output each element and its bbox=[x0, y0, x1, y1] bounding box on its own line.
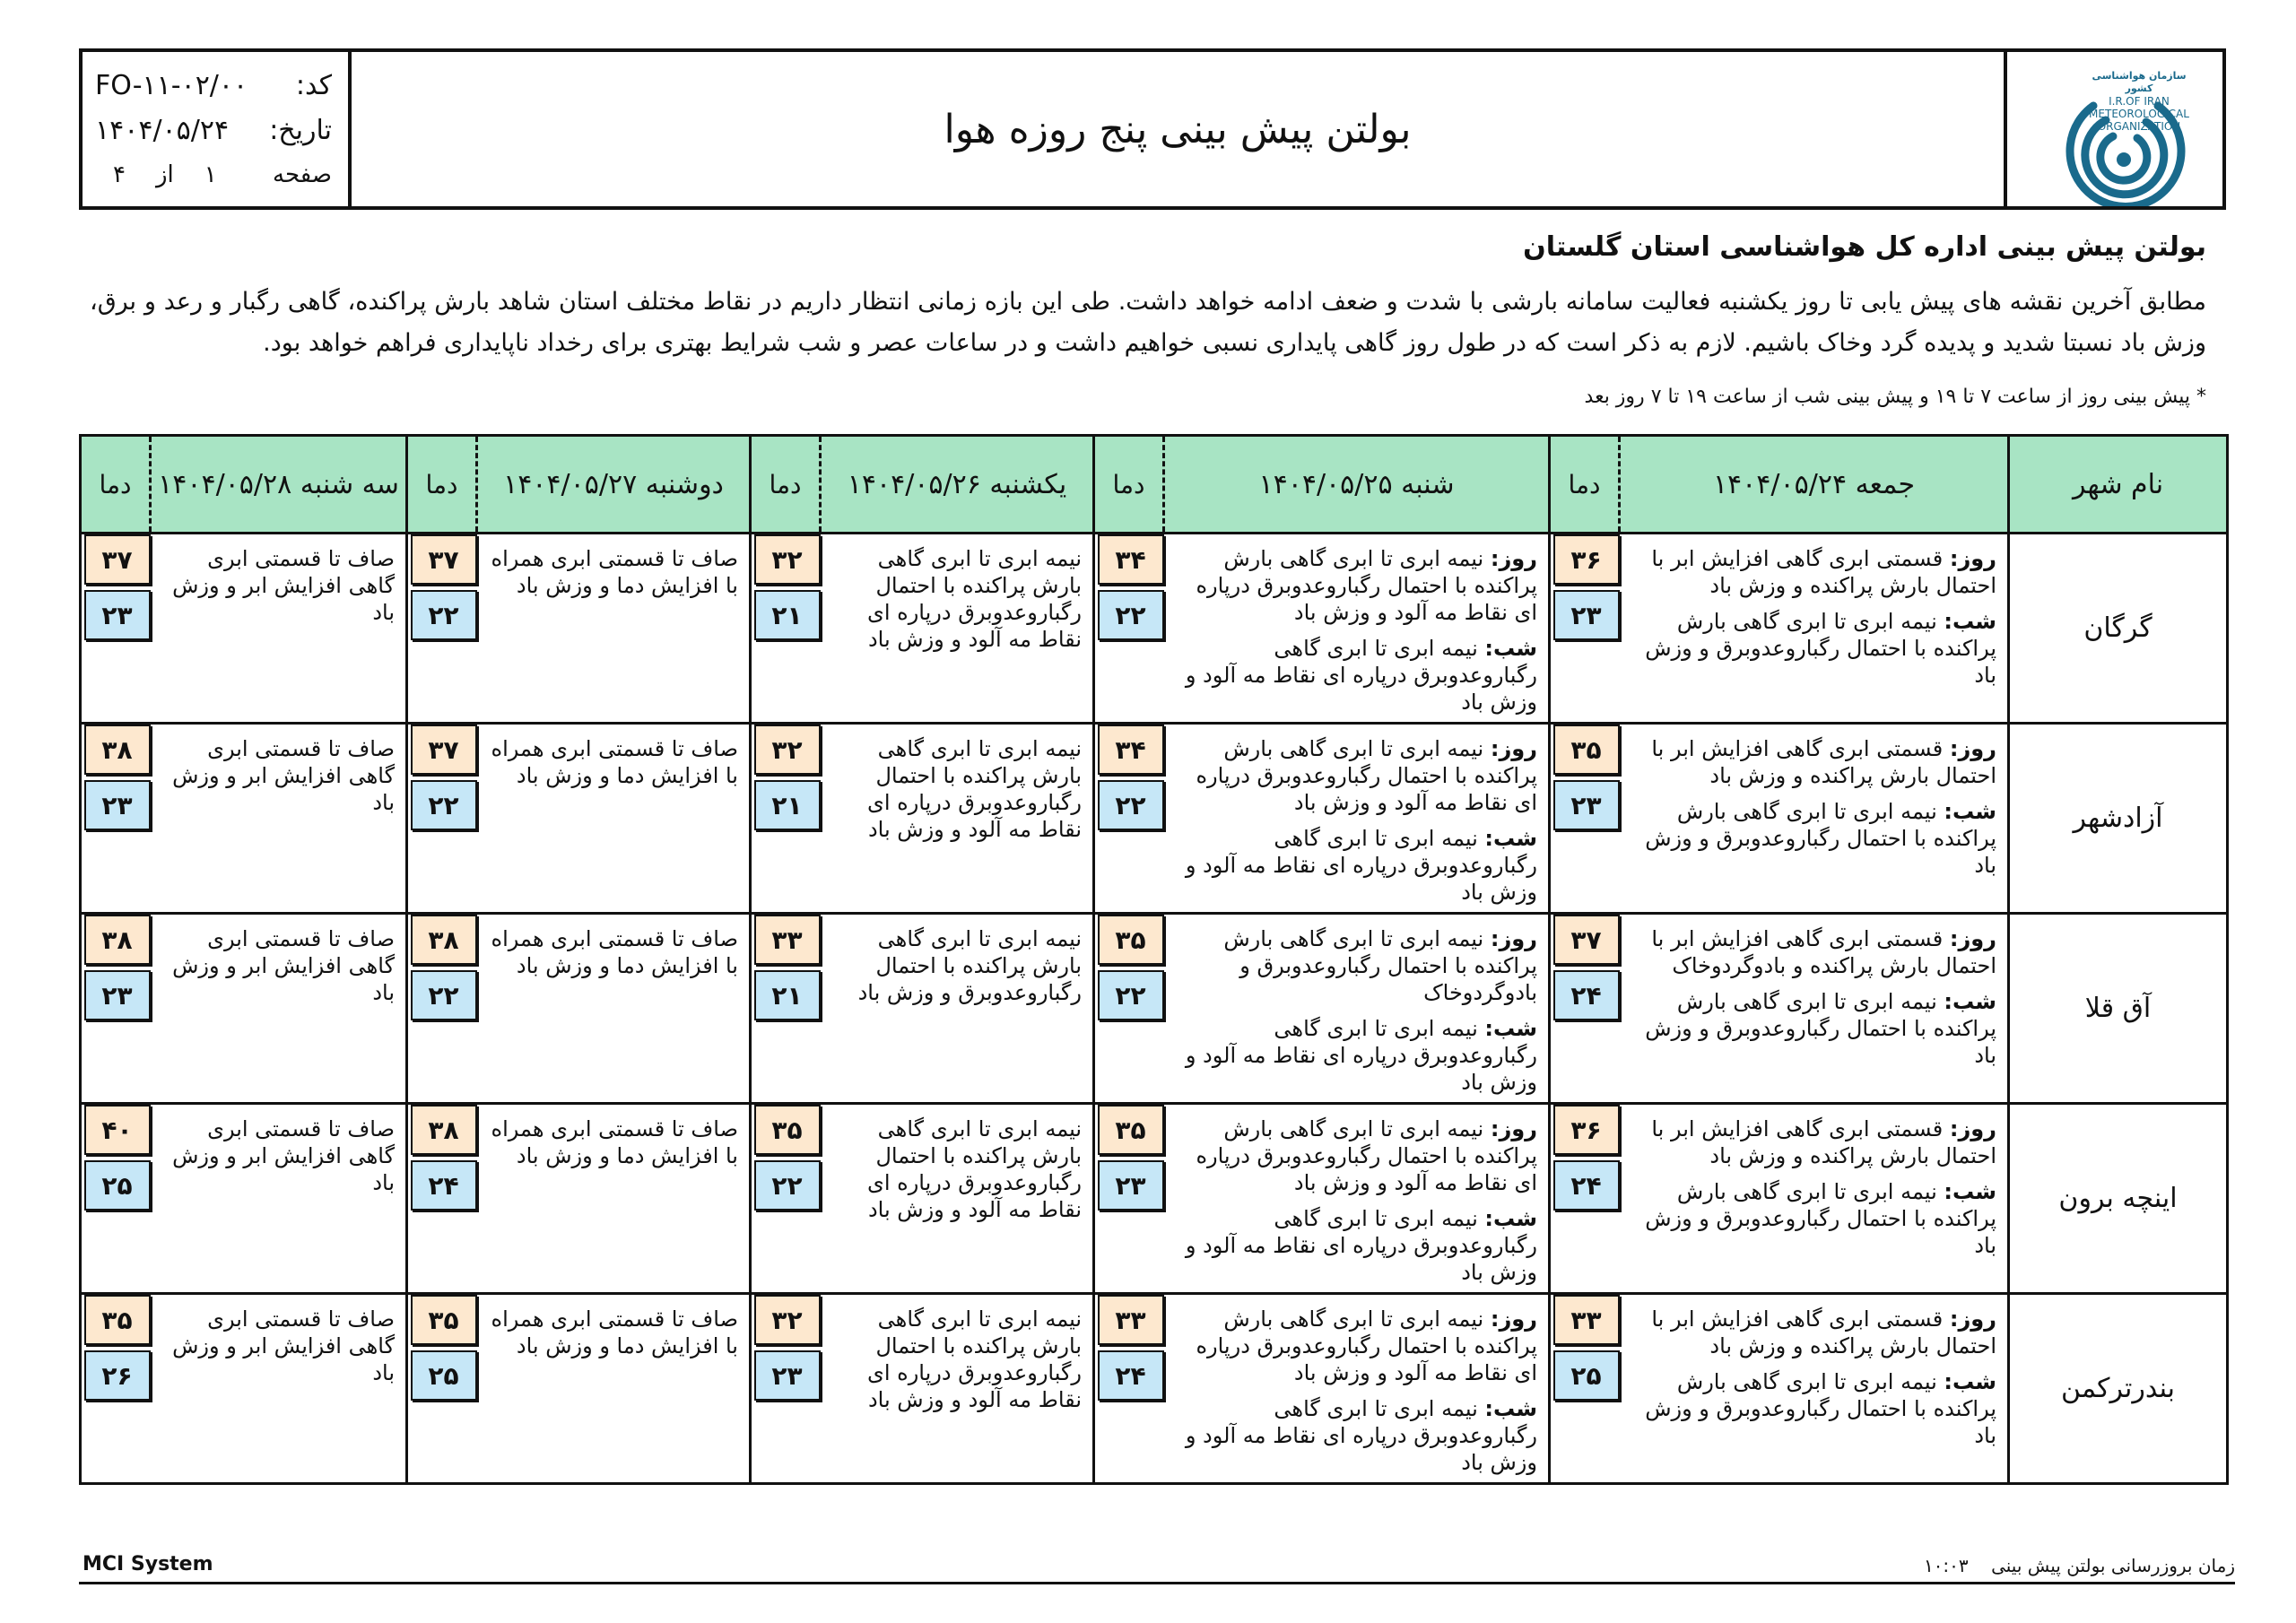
document-header bbox=[79, 48, 2226, 210]
temperature-cell bbox=[1094, 914, 1164, 1104]
temp-header: دما bbox=[81, 436, 151, 534]
city-name: اینچه برون bbox=[2009, 1104, 2228, 1294]
day-header: یکشنبه ۱۴۰۴/۰۵/۲۶ bbox=[821, 436, 1094, 534]
temperature-cell bbox=[1550, 1294, 1620, 1484]
forecast-cell bbox=[151, 724, 407, 914]
logo-text-fa: سازمان هواشناسی کشور bbox=[2092, 70, 2187, 94]
forecast-text bbox=[867, 736, 1082, 842]
min-temperature: ۲۳ bbox=[84, 780, 151, 830]
temperature-cell bbox=[751, 1294, 821, 1484]
forecast-text bbox=[1186, 636, 1537, 715]
forecast-value: قسمتی ابری گاهی افزایش ابر با احتمال بارش پراکنده و وزش باد bbox=[1651, 1116, 1996, 1168]
max-temperature: ۳۸ bbox=[411, 915, 477, 965]
forecast-text bbox=[867, 1306, 1082, 1412]
forecast-text bbox=[491, 736, 738, 788]
temperature-cell bbox=[407, 914, 477, 1104]
forecast-value: نیمه ابری تا ابری گاهی بارش پراکنده با احتمال رگباروعدوبرق درپاره ای نقاط مه آلود و وزش باد bbox=[1196, 1306, 1537, 1385]
max-temperature: ۳۸ bbox=[411, 1105, 477, 1155]
forecast-value: صاف تا قسمتی ابری همراه با افزایش دما و وزش باد bbox=[491, 1116, 738, 1168]
bulletin-subtitle: بولتن پیش بینی اداره کل هواشناسی استان گلستان bbox=[1523, 231, 2206, 263]
forecast-text bbox=[1645, 609, 1996, 688]
forecast-value: قسمتی ابری گاهی افزایش ابر با احتمال بارش پراکنده و بادوگردوخاک bbox=[1651, 926, 1996, 978]
period-label: شب: bbox=[1484, 826, 1537, 851]
period-label: روز: bbox=[1949, 546, 1996, 571]
min-temperature: ۲۱ bbox=[754, 780, 821, 830]
forecast-cell bbox=[1620, 1294, 2009, 1484]
city-name: آق قلا bbox=[2009, 914, 2228, 1104]
update-time: ۱۰:۰۳ bbox=[1923, 1555, 1969, 1576]
forecast-text bbox=[1186, 826, 1537, 905]
table-header-row bbox=[81, 436, 2228, 534]
forecast-value: نیمه ابری تا ابری گاهی بارش پراکنده با احتمال رگباروعدوبرق و وزش باد bbox=[1645, 1179, 1996, 1258]
page-of: از bbox=[155, 161, 174, 188]
max-temperature: ۳۵ bbox=[1098, 1105, 1164, 1155]
forecast-text bbox=[858, 926, 1082, 1005]
period-label: شب: bbox=[1484, 1396, 1537, 1421]
forecast-value: نیمه ابری تا ابری گاهی بارش پراکنده با احتمال رگباروعدوبرق درپاره ای نقاط مه آلود و وزش باد bbox=[1196, 1116, 1537, 1195]
temperature-cell bbox=[407, 724, 477, 914]
forecast-text bbox=[1223, 926, 1537, 1005]
forecast-text bbox=[1651, 1306, 1996, 1358]
forecast-cell bbox=[151, 534, 407, 724]
max-temperature: ۳۷ bbox=[1553, 915, 1620, 965]
forecast-text bbox=[1186, 1206, 1537, 1285]
max-temperature: ۳۵ bbox=[411, 1295, 477, 1345]
forecast-value: قسمتی ابری گاهی افزایش ابر با احتمال بارش پراکنده و وزش باد bbox=[1651, 1306, 1996, 1358]
temperature-cell bbox=[1094, 534, 1164, 724]
forecast-text bbox=[1196, 736, 1537, 815]
forecast-text bbox=[172, 1116, 395, 1195]
max-temperature: ۳۲ bbox=[754, 725, 821, 775]
temp-header: دما bbox=[751, 436, 821, 534]
footer-system: MCI System bbox=[83, 1553, 213, 1575]
forecast-cell bbox=[477, 1294, 751, 1484]
temperature-cell bbox=[1550, 534, 1620, 724]
forecast-value: صاف تا قسمتی ابری گاهی افزایش ابر و وزش باد bbox=[172, 736, 395, 815]
max-temperature: ۳۴ bbox=[1098, 534, 1164, 585]
max-temperature: ۳۷ bbox=[84, 534, 151, 585]
period-label: شب: bbox=[1944, 799, 1996, 824]
forecast-cell bbox=[821, 724, 1094, 914]
day-header: سه شنبه ۱۴۰۴/۰۵/۲۸ bbox=[151, 436, 407, 534]
page-label: صفحه bbox=[273, 161, 332, 188]
date-label: تاریخ: bbox=[269, 114, 332, 146]
forecast-cell bbox=[1164, 534, 1550, 724]
period-label: روز: bbox=[1490, 546, 1537, 571]
min-temperature: ۲۱ bbox=[754, 970, 821, 1020]
forecast-value: صاف تا قسمتی ابری گاهی افزایش ابر و وزش باد bbox=[172, 546, 395, 625]
footer-update bbox=[1924, 1555, 2235, 1576]
min-temperature: ۲۲ bbox=[1098, 970, 1164, 1020]
min-temperature: ۲۳ bbox=[84, 970, 151, 1020]
max-temperature: ۳۵ bbox=[754, 1105, 821, 1155]
document-meta bbox=[83, 52, 352, 206]
forecast-value: نیمه ابری تا ابری گاهی رگباروعدوبرق درپاره ای نقاط مه آلود و وزش باد bbox=[1185, 1396, 1537, 1475]
temperature-cell bbox=[81, 724, 151, 914]
forecast-text bbox=[1645, 1179, 1996, 1258]
forecast-value: قسمتی ابری گاهی افزایش ابر با احتمال بارش پراکنده و وزش باد bbox=[1651, 546, 1996, 598]
min-temperature: ۲۶ bbox=[84, 1350, 151, 1401]
day-header: جمعه ۱۴۰۴/۰۵/۲۴ bbox=[1620, 436, 2009, 534]
temperature-cell bbox=[407, 1104, 477, 1294]
period-label: روز: bbox=[1490, 1116, 1537, 1141]
min-temperature: ۲۱ bbox=[754, 590, 821, 640]
max-temperature: ۳۸ bbox=[84, 725, 151, 775]
max-temperature: ۳۷ bbox=[411, 534, 477, 585]
temperature-cell bbox=[751, 1104, 821, 1294]
forecast-text bbox=[172, 926, 395, 1005]
forecast-text bbox=[867, 1116, 1082, 1222]
max-temperature: ۳۸ bbox=[84, 915, 151, 965]
forecast-value: نیمه ابری تا ابری گاهی بارش پراکنده با احتمال رگباروعدوبرق و بادوگردوخاک bbox=[1223, 926, 1537, 1005]
temperature-cell bbox=[1550, 724, 1620, 914]
forecast-value: نیمه ابری تا ابری گاهی بارش پراکنده با احتمال رگباروعدوبرق درپاره ای نقاط مه آلود و وزش باد bbox=[867, 546, 1082, 652]
forecast-text bbox=[491, 1116, 738, 1168]
period-label: روز: bbox=[1490, 1306, 1537, 1332]
temperature-cell bbox=[81, 534, 151, 724]
code-row bbox=[95, 63, 332, 108]
forecast-cell bbox=[821, 1294, 1094, 1484]
footer-divider bbox=[79, 1582, 2235, 1584]
forecast-cell bbox=[477, 914, 751, 1104]
max-temperature: ۳۶ bbox=[1553, 534, 1620, 585]
forecast-text bbox=[1645, 989, 1996, 1068]
forecast-text bbox=[1196, 1116, 1537, 1195]
min-temperature: ۲۲ bbox=[411, 590, 477, 640]
min-temperature: ۲۲ bbox=[754, 1160, 821, 1211]
period-label: روز: bbox=[1490, 736, 1537, 761]
forecast-text bbox=[1645, 1369, 1996, 1448]
period-label: روز: bbox=[1949, 926, 1996, 951]
forecast-value: صاف تا قسمتی ابری همراه با افزایش دما و وزش باد bbox=[491, 1306, 738, 1358]
forecast-text bbox=[1196, 546, 1537, 625]
forecast-value: نیمه ابری تا ابری گاهی بارش پراکنده با احتمال رگباروعدوبرق و وزش باد bbox=[857, 926, 1082, 1005]
max-temperature: ۳۳ bbox=[1553, 1295, 1620, 1345]
forecast-value: نیمه ابری تا ابری گاهی رگباروعدوبرق درپاره ای نقاط مه آلود و وزش باد bbox=[1185, 636, 1537, 715]
temp-header: دما bbox=[1094, 436, 1164, 534]
forecast-cell bbox=[821, 534, 1094, 724]
min-temperature: ۲۲ bbox=[411, 780, 477, 830]
forecast-table-body bbox=[81, 534, 2228, 1484]
table-row bbox=[81, 1294, 2228, 1484]
city-name: گرگان bbox=[2009, 534, 2228, 724]
forecast-cell bbox=[821, 914, 1094, 1104]
forecast-text bbox=[1651, 546, 1996, 598]
forecast-value: نیمه ابری تا ابری گاهی بارش پراکنده با احتمال رگباروعدوبرق درپاره ای نقاط مه آلود و وزش باد bbox=[1196, 736, 1537, 815]
min-temperature: ۲۳ bbox=[754, 1350, 821, 1401]
min-temperature: ۲۳ bbox=[1098, 1160, 1164, 1211]
min-temperature: ۲۲ bbox=[411, 970, 477, 1020]
forecast-cell bbox=[821, 1104, 1094, 1294]
temperature-cell bbox=[81, 1294, 151, 1484]
forecast-value: نیمه ابری تا ابری گاهی بارش پراکنده با احتمال رگباروعدوبرق و وزش باد bbox=[1645, 1369, 1996, 1448]
min-temperature: ۲۵ bbox=[411, 1350, 477, 1401]
period-label: روز: bbox=[1949, 736, 1996, 761]
table-row bbox=[81, 534, 2228, 724]
forecast-cell bbox=[1164, 1294, 1550, 1484]
forecast-text bbox=[1651, 926, 1996, 978]
page-number: ۱ bbox=[204, 161, 217, 188]
forecast-value: صاف تا قسمتی ابری همراه با افزایش دما و وزش باد bbox=[491, 926, 738, 978]
min-temperature: ۲۴ bbox=[411, 1160, 477, 1211]
forecast-value: نیمه ابری تا ابری گاهی بارش پراکنده با احتمال رگباروعدوبرق و وزش باد bbox=[1645, 609, 1996, 688]
logo-text bbox=[2081, 70, 2197, 133]
forecast-cell bbox=[1164, 724, 1550, 914]
forecast-cell bbox=[477, 1104, 751, 1294]
forecast-cell bbox=[477, 534, 751, 724]
date-value: ۱۴۰۴/۰۵/۲۴ bbox=[95, 114, 230, 146]
forecast-value: نیمه ابری تا ابری گاهی رگباروعدوبرق درپاره ای نقاط مه آلود و وزش باد bbox=[1185, 1016, 1537, 1095]
temperature-cell bbox=[81, 1104, 151, 1294]
period-label: شب: bbox=[1484, 636, 1537, 661]
temperature-cell bbox=[1550, 914, 1620, 1104]
min-temperature: ۲۳ bbox=[1553, 780, 1620, 830]
max-temperature: ۳۵ bbox=[1553, 725, 1620, 775]
min-temperature: ۲۳ bbox=[84, 590, 151, 640]
forecast-value: صاف تا قسمتی ابری همراه با افزایش دما و وزش باد bbox=[491, 736, 738, 788]
temperature-cell bbox=[407, 534, 477, 724]
max-temperature: ۳۳ bbox=[1098, 1295, 1164, 1345]
time-note: * پیش بینی روز از ساعت ۷ تا ۱۹ و پیش بینی شب از ساعت ۱۹ تا ۷ روز بعد bbox=[1584, 386, 2206, 408]
min-temperature: ۲۴ bbox=[1553, 970, 1620, 1020]
forecast-value: صاف تا قسمتی ابری گاهی افزایش ابر و وزش باد bbox=[172, 926, 395, 1005]
city-header: نام شهر bbox=[2009, 436, 2228, 534]
temp-header: دما bbox=[407, 436, 477, 534]
temperature-cell bbox=[1094, 724, 1164, 914]
forecast-text bbox=[172, 736, 395, 815]
period-label: شب: bbox=[1944, 989, 1996, 1014]
max-temperature: ۴۰ bbox=[84, 1105, 151, 1155]
period-label: شب: bbox=[1944, 609, 1996, 634]
max-temperature: ۳۵ bbox=[84, 1295, 151, 1345]
code-value: FO-۱۱-۰۲/۰۰ bbox=[95, 69, 248, 101]
min-temperature: ۲۲ bbox=[1098, 780, 1164, 830]
forecast-value: نیمه ابری تا ابری گاهی رگباروعدوبرق درپاره ای نقاط مه آلود و وزش باد bbox=[1185, 826, 1537, 905]
temp-header: دما bbox=[1550, 436, 1620, 534]
forecast-value: صاف تا قسمتی ابری گاهی افزایش ابر و وزش باد bbox=[172, 1116, 395, 1195]
forecast-text bbox=[1651, 1116, 1996, 1168]
temperature-cell bbox=[1094, 1294, 1164, 1484]
max-temperature: ۳۲ bbox=[754, 1295, 821, 1345]
temperature-cell bbox=[407, 1294, 477, 1484]
period-label: شب: bbox=[1944, 1369, 1996, 1394]
forecast-cell bbox=[1620, 914, 2009, 1104]
forecast-text bbox=[172, 1306, 395, 1385]
logo-text-en: I.R.OF IRAN METEOROLOGICAL ORGANIZATION bbox=[2089, 95, 2189, 133]
max-temperature: ۳۲ bbox=[754, 534, 821, 585]
temperature-cell bbox=[1550, 1104, 1620, 1294]
period-label: شب: bbox=[1484, 1016, 1537, 1041]
period-label: شب: bbox=[1944, 1179, 1996, 1204]
table-row bbox=[81, 914, 2228, 1104]
period-label: شب: bbox=[1484, 1206, 1537, 1231]
forecast-text bbox=[1651, 736, 1996, 788]
date-row bbox=[95, 108, 332, 152]
forecast-cell bbox=[151, 1104, 407, 1294]
organization-logo bbox=[2004, 52, 2222, 206]
forecast-cell bbox=[1164, 914, 1550, 1104]
forecast-text bbox=[1186, 1016, 1537, 1095]
forecast-text bbox=[1196, 1306, 1537, 1385]
forecast-text bbox=[867, 546, 1082, 652]
forecast-cell bbox=[1620, 1104, 2009, 1294]
forecast-value: نیمه ابری تا ابری گاهی بارش پراکنده با احتمال رگباروعدوبرق درپاره ای نقاط مه آلود و وزش باد bbox=[1196, 546, 1537, 625]
forecast-value: نیمه ابری تا ابری گاهی بارش پراکنده با احتمال رگباروعدوبرق درپاره ای نقاط مه آلود و وزش باد bbox=[867, 736, 1082, 842]
forecast-value: نیمه ابری تا ابری گاهی بارش پراکنده با احتمال رگباروعدوبرق و وزش باد bbox=[1645, 799, 1996, 878]
forecast-text bbox=[491, 1306, 738, 1358]
page-total: ۴ bbox=[113, 161, 126, 188]
temperature-cell bbox=[751, 914, 821, 1104]
min-temperature: ۲۲ bbox=[1098, 590, 1164, 640]
min-temperature: ۲۵ bbox=[1553, 1350, 1620, 1401]
min-temperature: ۲۳ bbox=[1553, 590, 1620, 640]
day-header: دوشنبه ۱۴۰۴/۰۵/۲۷ bbox=[477, 436, 751, 534]
temperature-cell bbox=[81, 914, 151, 1104]
city-name: بندرترکمن bbox=[2009, 1294, 2228, 1484]
day-header: شنبه ۱۴۰۴/۰۵/۲۵ bbox=[1164, 436, 1550, 534]
forecast-cell bbox=[1164, 1104, 1550, 1294]
forecast-value: نیمه ابری تا ابری گاهی بارش پراکنده با احتمال رگباروعدوبرق درپاره ای نقاط مه آلود و وزش باد bbox=[867, 1116, 1082, 1222]
forecast-table bbox=[79, 434, 2229, 1485]
max-temperature: ۳۳ bbox=[754, 915, 821, 965]
forecast-text bbox=[491, 926, 738, 978]
max-temperature: ۳۴ bbox=[1098, 725, 1164, 775]
update-label: زمان بروزرسانی بولتن پیش بینی bbox=[1991, 1555, 2235, 1576]
forecast-value: نیمه ابری تا ابری گاهی بارش پراکنده با احتمال رگباروعدوبرق و وزش باد bbox=[1645, 989, 1996, 1068]
forecast-value: نیمه ابری تا ابری گاهی رگباروعدوبرق درپاره ای نقاط مه آلود و وزش باد bbox=[1185, 1206, 1537, 1285]
forecast-value: صاف تا قسمتی ابری همراه با افزایش دما و وزش باد bbox=[491, 546, 738, 598]
max-temperature: ۳۷ bbox=[411, 725, 477, 775]
min-temperature: ۲۴ bbox=[1553, 1160, 1620, 1211]
forecast-value: نیمه ابری تا ابری گاهی بارش پراکنده با احتمال رگباروعدوبرق درپاره ای نقاط مه آلود و وزش باد bbox=[867, 1306, 1082, 1412]
forecast-text bbox=[1186, 1396, 1537, 1475]
forecast-cell bbox=[1620, 724, 2009, 914]
period-label: روز: bbox=[1949, 1306, 1996, 1332]
page-title: بولتن پیش بینی پنج روزه هوا bbox=[944, 106, 1412, 152]
temperature-cell bbox=[751, 534, 821, 724]
code-label: کد: bbox=[295, 69, 332, 101]
forecast-value: قسمتی ابری گاهی افزایش ابر با احتمال بارش پراکنده و وزش باد bbox=[1651, 736, 1996, 788]
max-temperature: ۳۵ bbox=[1098, 915, 1164, 965]
table-row bbox=[81, 724, 2228, 914]
period-label: روز: bbox=[1949, 1116, 1996, 1141]
forecast-cell bbox=[477, 724, 751, 914]
forecast-value: صاف تا قسمتی ابری گاهی افزایش ابر و وزش باد bbox=[172, 1306, 395, 1385]
min-temperature: ۲۵ bbox=[84, 1160, 151, 1211]
temperature-cell bbox=[1094, 1104, 1164, 1294]
forecast-summary: مطابق آخرین نقشه های پیش یابی تا روز یکشنبه فعالیت سامانه بارشی با شدت و ضعف ادامه خواهد داشت. طی این بازه زمانی انتظار داریم در نقاط مختلف استان شاهد بارش پراکنده، گاهی رگبار و رعد و برق، وزش باد نسبتا شدید و پدیده گرد وخاک باشیم. لازم به ذکر است که در طول روز گاهی پایداری نسبی خواهیم داشت و در ساعات عصر و شب شرایط بهتری برای رخداد ناپایداری فراهم خواهد بود. bbox=[90, 288, 2206, 357]
forecast-text bbox=[491, 546, 738, 598]
min-temperature: ۲۴ bbox=[1098, 1350, 1164, 1401]
forecast-text bbox=[1645, 799, 1996, 878]
city-name: آزادشهر bbox=[2009, 724, 2228, 914]
forecast-cell bbox=[151, 1294, 407, 1484]
forecast-cell bbox=[1620, 534, 2009, 724]
temperature-cell bbox=[751, 724, 821, 914]
max-temperature: ۳۶ bbox=[1553, 1105, 1620, 1155]
forecast-cell bbox=[151, 914, 407, 1104]
forecast-text bbox=[172, 546, 395, 625]
period-label: روز: bbox=[1490, 926, 1537, 951]
page-row bbox=[95, 152, 332, 197]
table-row bbox=[81, 1104, 2228, 1294]
